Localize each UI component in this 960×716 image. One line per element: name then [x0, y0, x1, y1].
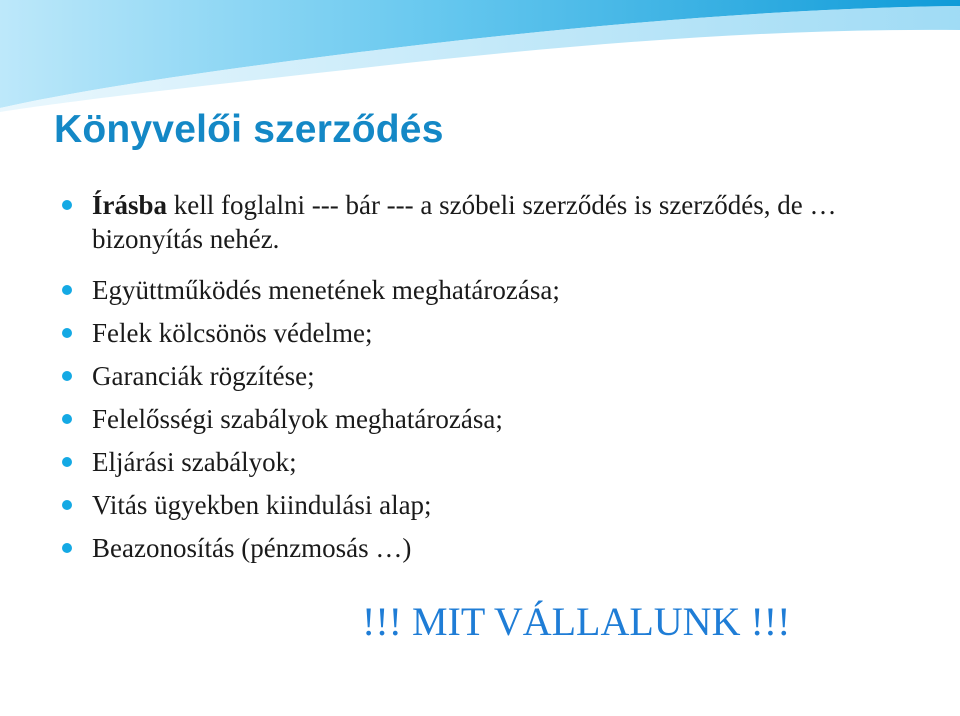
bullet-dot-icon [62, 414, 72, 424]
closing-statement: !!! MIT VÁLLALUNK !!! [362, 599, 791, 644]
bullet-item [62, 316, 922, 350]
bullet-item [62, 531, 922, 565]
bullet-dot-icon [62, 500, 72, 510]
bullet-item [62, 445, 922, 479]
bullet-text: Beazonosítás (pénzmosás …) [92, 533, 412, 563]
bullet-text: Együttműködés menetének meghatározása; [92, 275, 560, 305]
bullet-item-written-form [62, 188, 922, 256]
bullet-dot-icon [62, 328, 72, 338]
bullet-item [62, 273, 922, 307]
bullet-dot-icon [62, 457, 72, 467]
bullet-text: Vitás ügyekben kiindulási alap; [92, 490, 432, 520]
bullet-strong-text: Írásba [92, 190, 168, 220]
bullet-list [62, 188, 922, 574]
bullet-dot-icon [62, 285, 72, 295]
bullet-item [62, 402, 922, 436]
bullet-dot-icon [62, 371, 72, 381]
bullet-dot-icon [62, 200, 72, 210]
bullet-item [62, 359, 922, 393]
bullet-text: Eljárási szabályok; [92, 447, 297, 477]
header-wave-banner [0, 0, 960, 112]
bullet-text: kell foglalni --- bár --- a szóbeli szerződés is szerződés, de … bizonyítás nehéz. [92, 190, 837, 254]
bullet-text: Garanciák rögzítése; [92, 361, 315, 391]
bullet-text: Felelősségi szabályok meghatározása; [92, 404, 503, 434]
slide-title: Könyvelői szerződés [54, 108, 444, 151]
bullet-dot-icon [62, 543, 72, 553]
bullet-text: Felek kölcsönös védelme; [92, 318, 373, 348]
bullet-item [62, 488, 922, 522]
